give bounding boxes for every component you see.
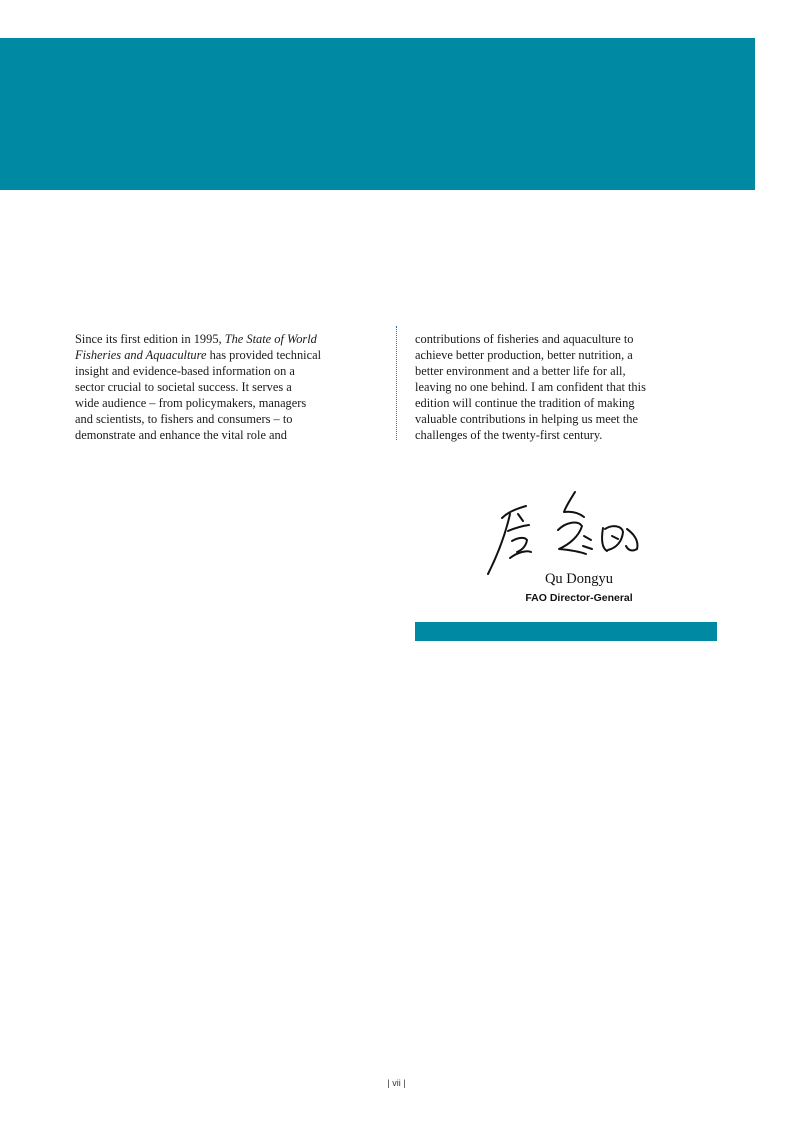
column-divider	[396, 326, 397, 440]
text-line: Fisheries and Aquaculture has provided technical	[75, 348, 322, 362]
text-line: insight and evidence-based information on a	[75, 364, 295, 378]
text-line: challenges of the twenty-first century.	[415, 428, 603, 442]
text-line: leaving no one behind. I am confident that this	[415, 380, 646, 394]
text-line: better environment and a better life for all,	[415, 364, 626, 378]
text-line: and scientists, to fishers and consumers – to	[75, 412, 293, 426]
body-paragraph-left	[75, 331, 371, 443]
text-line: achieve better production, better nutrition, a	[415, 348, 633, 362]
signatory-name: Qu Dongyu	[544, 571, 614, 587]
signatory-title: FAO Director-General	[525, 592, 633, 604]
text-line: contributions of fisheries and aquaculture to	[415, 332, 634, 346]
body-column-left	[75, 331, 371, 443]
text-line: Since its first edition in 1995, The State of World	[75, 332, 317, 346]
body-column-right	[415, 331, 711, 443]
footer-band	[415, 622, 717, 641]
header-band	[0, 38, 755, 190]
text-line: demonstrate and enhance the vital role and	[75, 428, 287, 442]
handwritten-signature	[482, 488, 652, 580]
text-line: wide audience – from policymakers, managers	[75, 396, 307, 410]
page-number: | vii |	[387, 1078, 406, 1088]
text-line: valuable contributions in helping us meet the	[415, 412, 638, 426]
text-line: sector crucial to societal success. It serves a	[75, 380, 292, 394]
body-paragraph-right	[415, 331, 711, 443]
text-line: edition will continue the tradition of making	[415, 396, 635, 410]
